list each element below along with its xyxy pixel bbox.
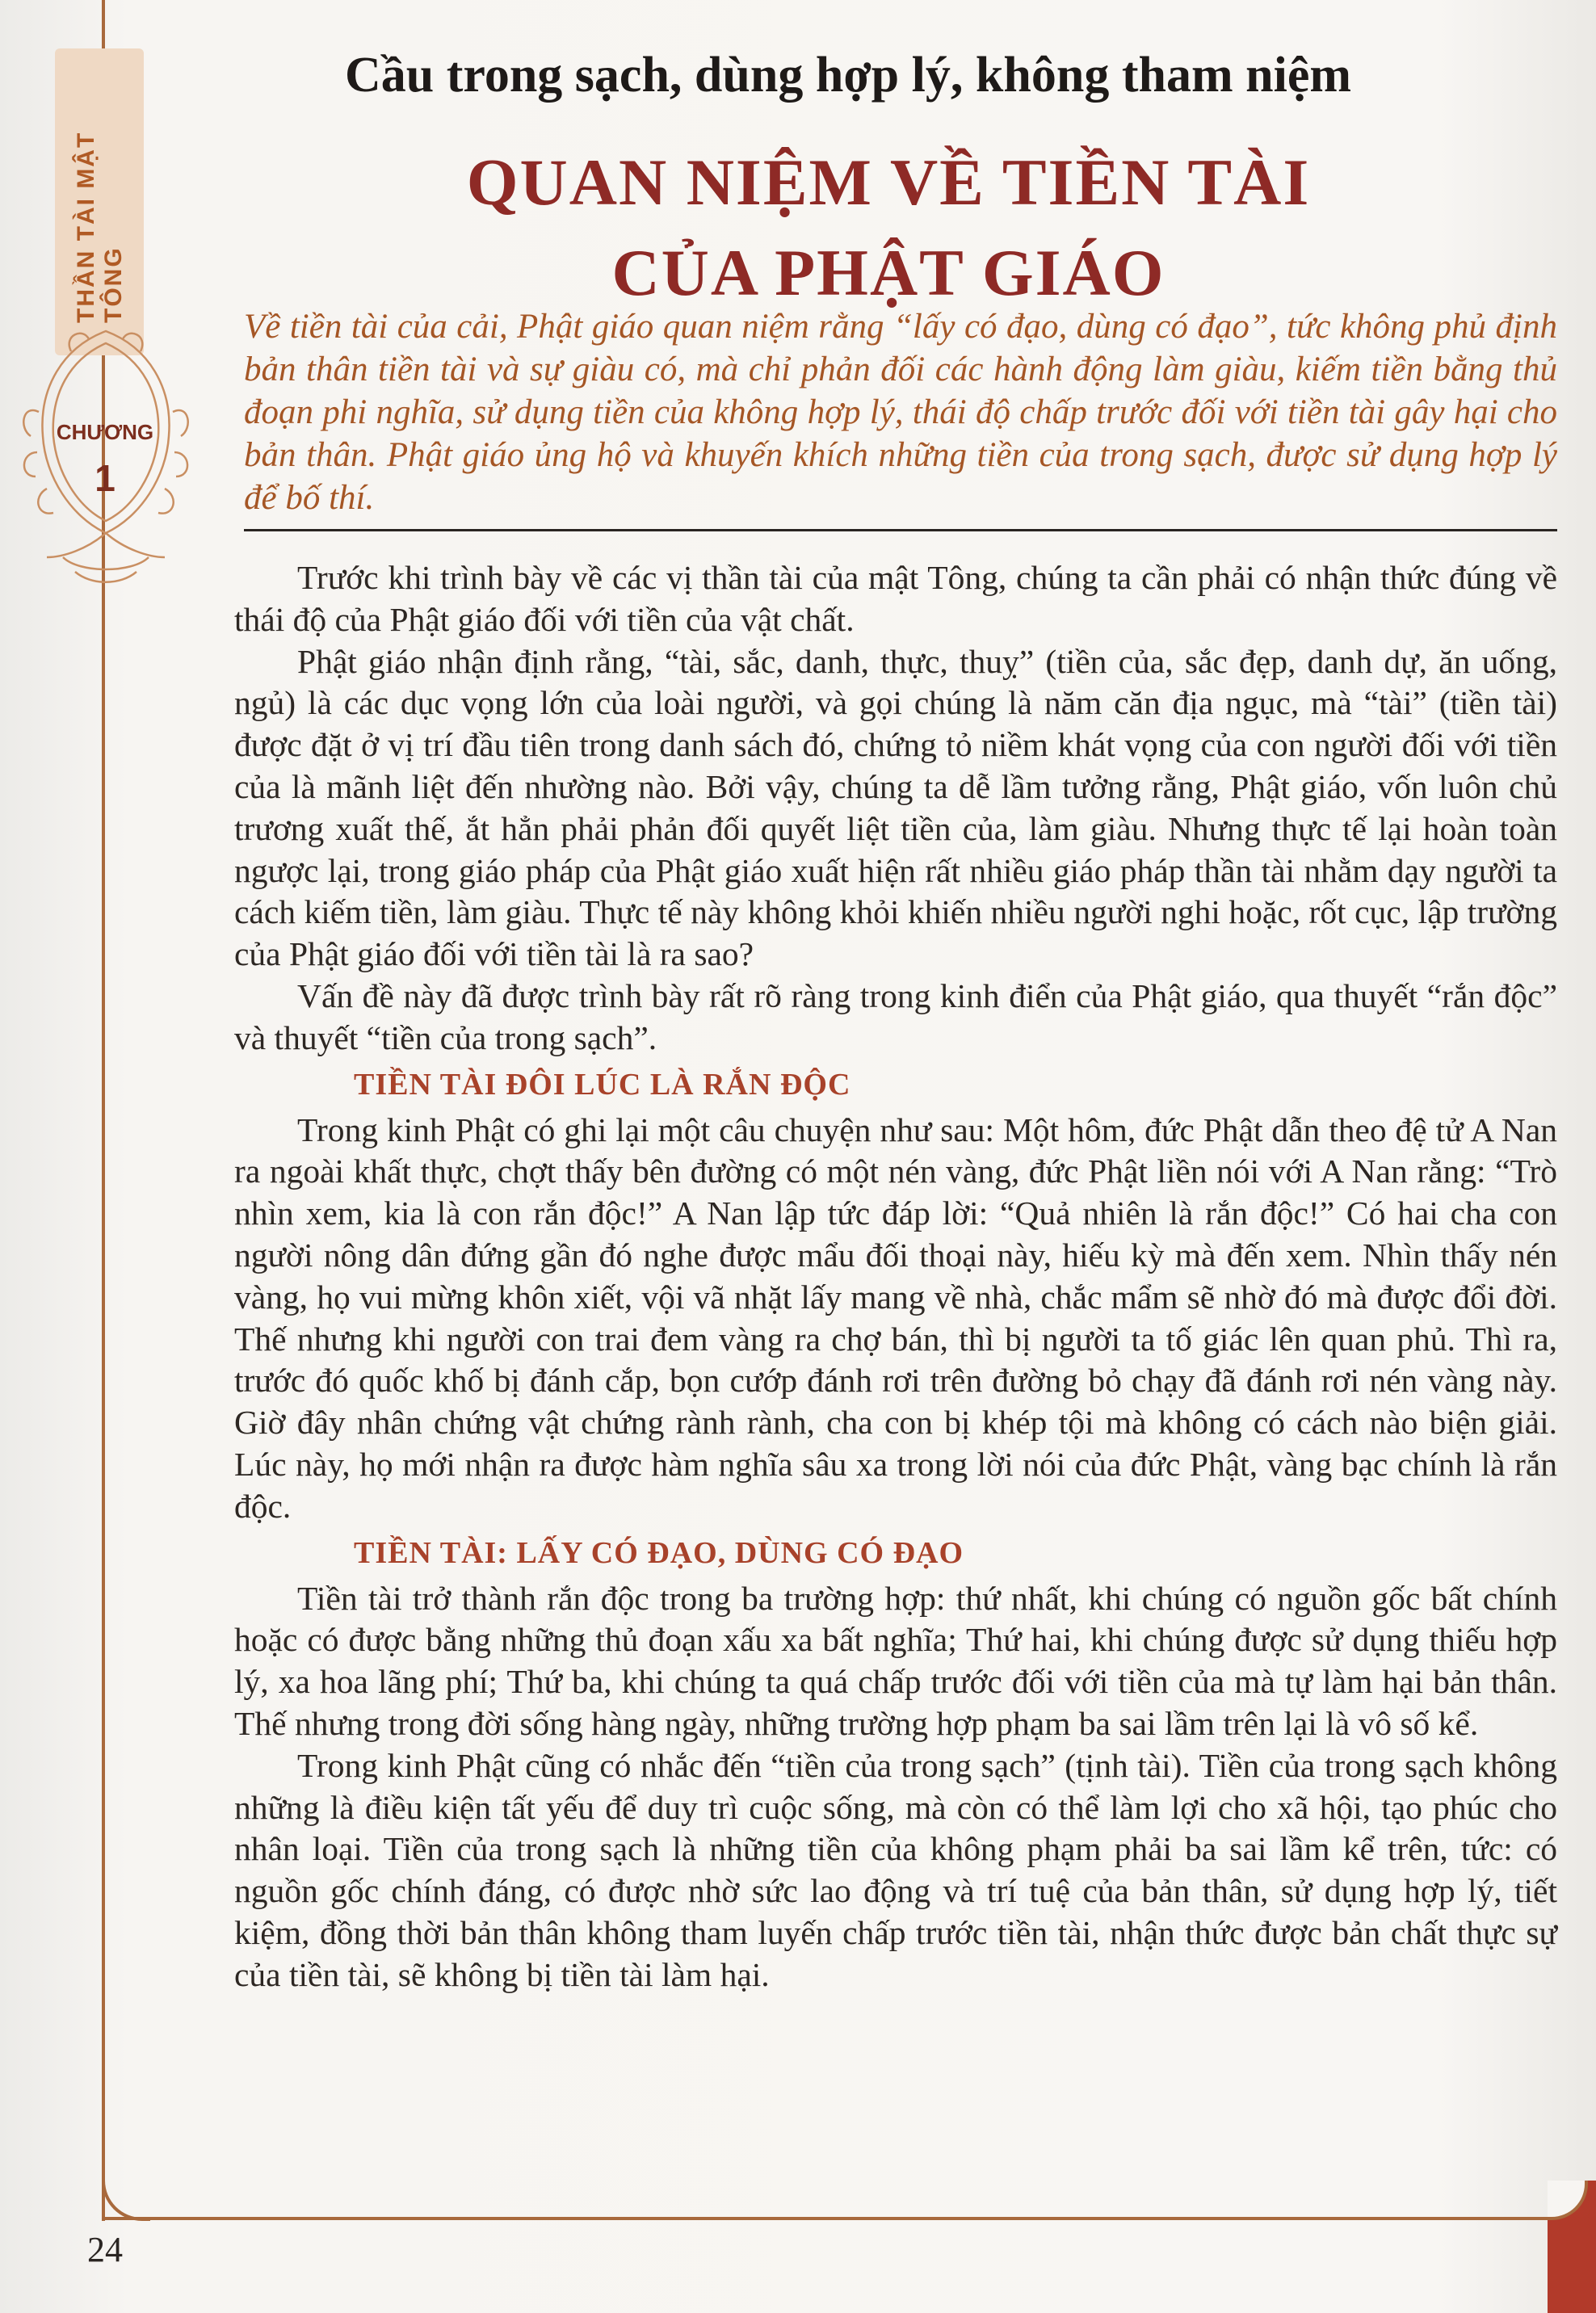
page-number: 24 (87, 2230, 123, 2269)
section-2-paragraph-2: Trong kinh Phật cũng có nhắc đến “tiền của trong sạch” (tịnh tài). Tiền của trong sạch không những là điều kiện tất yếu để duy trì cuộc sống, mà còn có thể làm lợi cho xã hội, tạo phúc cho nhân loại. Tiền của trong sạch là những tiền của không phạm phải ba sai lầm kể trên, tức: có nguồn gốc chính đáng, có được nhờ sức lao động và trí tuệ của bản thân, sử dụng hợp lý, tiết kiệm, đồng thời bản thân không tham luyến chấp trước tiền tài, nhận thức được bản chất thực sự của tiền tài, sẽ không bị tiền tài làm hại. (234, 1746, 1557, 1993)
lead-paragraph: Về tiền tài của cải, Phật giáo quan niệm rằng “lấy có đạo, dùng có đạo”, tức không phủ định bản thân tiền tài và sự giàu có, mà chỉ phản đối các hành động làm giàu, kiếm tiền bằng thủ đoạn phi nghĩa, sử dụng tiền của không hợp lý, thái độ chấp trước đối với tiền tài gây hại cho bản thân. Phật giáo ủng hộ và khuyến khích những tiền của trong sạch, được sử dụng hợp lý để bố thí. (244, 308, 1557, 517)
section-1-heading: TIỀN TÀI ĐÔI LÚC LÀ RẮN ĐỘC (354, 1067, 851, 1102)
chapter-number: 1 (94, 457, 116, 499)
article-title (210, 137, 1567, 318)
article-subtitle: Cầu trong sạch, dùng hợp lý, không tham niệm (345, 48, 1351, 103)
title-line-2: CỦA PHẬT GIÁO (611, 236, 1166, 309)
bottom-border-line (102, 2217, 1548, 2220)
section-1-paragraph-1: Trong kinh Phật có ghi lại một câu chuyện như sau: Một hôm, đức Phật dẫn theo đệ tử A Nan ra ngoài khất thực, chợt thấy bên đường có một nén vàng, đức Phật liền nói với A Nan rằng: “Trò nhìn xem, kia là con rắn độc!” A Nan lập tức đáp lời: “Quả nhiên là rắn độc!” Có hai cha con người nông dân đứng gần đó nghe được mẩu đối thoại này, hiếu kỳ mà đến xem. Nhìn thấy nén vàng, họ vui mừng khôn xiết, vội vã nhặt lấy mang về nhà, chắc mẩm sẽ nhờ đó mà được đổi đời. Thế nhưng khi người con trai đem vàng ra chợ bán, thì bị người ta tố giác lên quan phủ. Thì ra, trước đó quốc khố bị đánh cắp, bọn cướp đánh rơi trên đường bỏ chạy đã đánh rơi nén vàng này. Giờ đây nhân chứng vật chứng rành rành, cha con bị khép tội mà không có cách nào biện giải. Lúc này, họ mới nhận ra được hàm nghĩa sâu xa trong lời nói của đức Phật, vàng bạc chính là rắn độc. (234, 1110, 1557, 1525)
section-2-heading: TIỀN TÀI: LẤY CÓ ĐẠO, DÙNG CÓ ĐẠO (354, 1535, 964, 1570)
chapter-label: CHƯƠNG (56, 420, 154, 444)
body-text (234, 557, 1557, 1996)
title-line-1: QUAN NIỆM VỀ TIỀN TÀI (466, 145, 1311, 219)
divider-rule (244, 529, 1557, 531)
intro-paragraph-2: Phật giáo nhận định rằng, “tài, sắc, danh, thực, thuỵ” (tiền của, sắc đẹp, danh dự, ăn uống, ngủ) là các dục vọng lớn của loài người, và gọi chúng là năm căn địa ngục, mà “tài” (tiền tài) được đặt ở vị trí đầu tiên trong danh sách đó, chứng tỏ niềm khát vọng của con người đối với tiền của là mãnh liệt đến nhường nào. Bởi vậy, chúng ta dễ lầm tưởng rằng, Phật giáo, vốn luôn chủ trương xuất thế, ắt hẳn phải phản đối quyết liệt tiền của, làm giàu. Nhưng thực tế lại hoàn toàn ngược lại, trong giáo pháp của Phật giáo xuất hiện rất nhiều giáo pháp thần tài nhằm dạy người ta cách kiếm tiền, làm giàu. Thực tế này không khỏi khiến nhiều người nghi hoặc, rốt cục, lập trường của Phật giáo đối với tiền tài là ra sao? (234, 642, 1557, 973)
side-tab-title: THẦN TÀI MẬT TÔNG (73, 131, 127, 323)
section-2-paragraph-1: Tiền tài trở thành rắn độc trong ba trường hợp: thứ nhất, khi chúng có nguồn gốc bất chính hoặc có được bằng những thủ đoạn xấu xa bất nghĩa; Thứ hai, khi chúng được sử dụng thiếu hợp lý, xa hoa lãng phí; Thứ ba, khi chúng ta quá chấp trước đối với tiền của mà tự làm hại bản thân. Thế nhưng trong đời sống hàng ngày, những trường hợp phạm ba sai lầm trên lại là vô số kể. (234, 1579, 1557, 1742)
intro-paragraph-1: Trước khi trình bày về các vị thần tài của mật Tông, chúng ta cần phải có nhận thức đúng về thái độ của Phật giáo đối với tiền của vật chất. (234, 559, 1557, 638)
intro-paragraph-3: Vấn đề này đã được trình bày rất rõ ràng trong kinh điển của Phật giáo, qua thuyết “rắn độc” và thuyết “tiền của trong sạch”. (234, 976, 1557, 1056)
